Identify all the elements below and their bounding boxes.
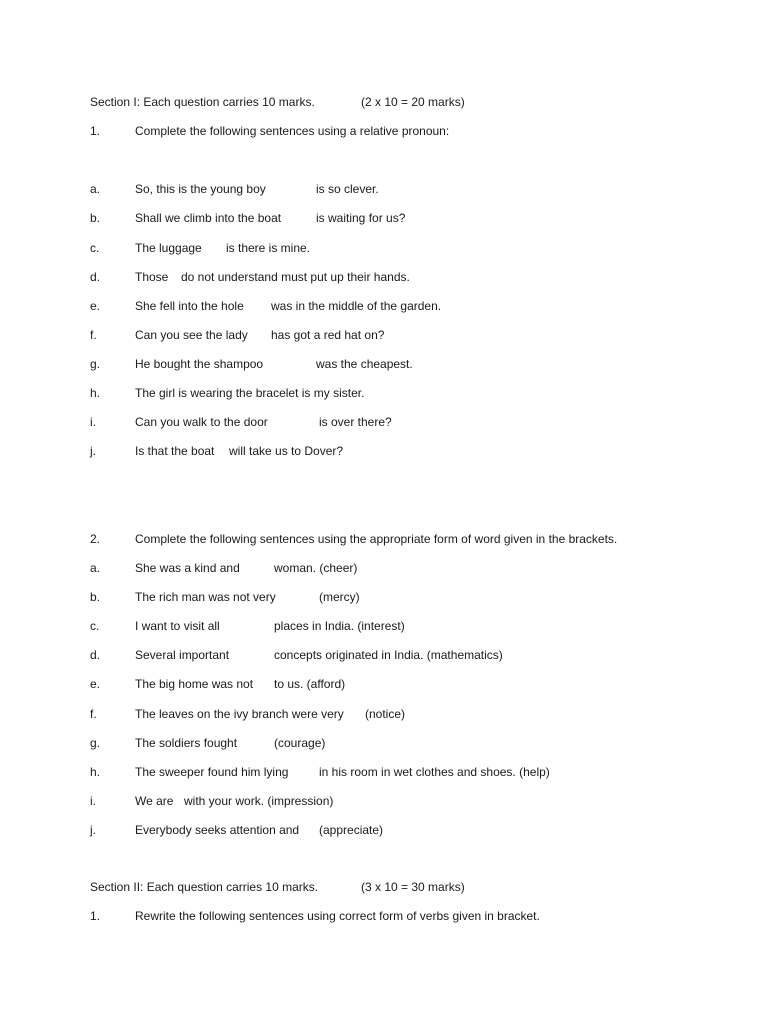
item-marker: j. [90, 823, 96, 837]
item-text-after-blank: was in the middle of the garden. [271, 299, 442, 313]
question-instruction: Complete the following sentences using the appropriate form of word given in the brackets. [135, 532, 618, 546]
item-marker: a. [90, 561, 101, 575]
section-2-marks: (3 x 10 = 30 marks) [361, 880, 465, 894]
section-2-title: Section II: Each question carries 10 marks. [90, 880, 319, 894]
item-text-after-blank: was the cheapest. [316, 357, 413, 371]
item-marker: f. [90, 707, 97, 721]
item-marker: i. [90, 794, 96, 808]
item-marker: h. [90, 386, 101, 400]
item-text-before-blank: The leaves on the ivy branch were very [135, 707, 344, 721]
item-text-after-blank: woman. (cheer) [274, 561, 358, 575]
item-text-after-blank: (courage) [274, 736, 326, 750]
item-text-before-blank: Several important [135, 648, 230, 662]
item-text-after-blank: do not understand must put up their hands. [181, 270, 410, 284]
section-1-marks: (2 x 10 = 20 marks) [361, 95, 465, 109]
item-text-after-blank: (notice) [365, 707, 406, 721]
item-text-before-blank: I want to visit all [135, 619, 220, 633]
item-marker: b. [90, 590, 101, 604]
item-marker: a. [90, 182, 101, 196]
item-marker: c. [90, 619, 100, 633]
item-marker: i. [90, 415, 96, 429]
item-marker: g. [90, 736, 101, 750]
item-marker: e. [90, 677, 101, 691]
item-text-after-blank: (appreciate) [319, 823, 384, 837]
question-number: 2. [90, 532, 101, 546]
item-text-before-blank: The luggage [135, 241, 202, 255]
section-1-title: Section I: Each question carries 10 marks. [90, 95, 315, 109]
item-marker: c. [90, 241, 100, 255]
item-text-after-blank: in his room in wet clothes and shoes. (help) [319, 765, 550, 779]
item-marker: j. [90, 444, 96, 458]
item-text-after-blank: is waiting for us? [316, 211, 406, 225]
item-text-before-blank: Can you see the lady [135, 328, 248, 342]
item-text-after-blank: is over there? [319, 415, 392, 429]
item-text-before-blank: The girl is wearing the bracelet is my sister. [135, 386, 365, 400]
item-text-before-blank: Shall we climb into the boat [135, 211, 282, 225]
item-text-after-blank: is there is mine. [226, 241, 311, 255]
item-text-before-blank: Everybody seeks attention and [135, 823, 300, 837]
item-text-before-blank: Can you walk to the door [135, 415, 268, 429]
item-text-before-blank: Is that the boat [135, 444, 215, 458]
item-text-after-blank: is so clever. [316, 182, 379, 196]
question-number: 1. [90, 909, 101, 923]
item-text-before-blank: The sweeper found him lying [135, 765, 289, 779]
item-text-before-blank: Those [135, 270, 169, 284]
item-text-before-blank: The rich man was not very [135, 590, 276, 604]
item-marker: f. [90, 328, 97, 342]
item-text-after-blank: places in India. (interest) [274, 619, 405, 633]
item-text-after-blank: concepts originated in India. (mathematics) [274, 648, 503, 662]
item-marker: g. [90, 357, 101, 371]
question-instruction: Rewrite the following sentences using correct form of verbs given in bracket. [135, 909, 540, 923]
item-text-after-blank: (mercy) [319, 590, 360, 604]
item-text-before-blank: The big home was not [135, 677, 254, 691]
item-marker: b. [90, 211, 101, 225]
question-instruction: Complete the following sentences using a relative pronoun: [135, 124, 450, 138]
item-text-after-blank: will take us to Dover? [229, 444, 344, 458]
item-text-before-blank: She was a kind and [135, 561, 240, 575]
item-text-after-blank: to us. (afford) [274, 677, 346, 691]
item-text-before-blank: He bought the shampoo [135, 357, 264, 371]
item-text-after-blank: with your work. (impression) [184, 794, 334, 808]
item-text-before-blank: The soldiers fought [135, 736, 238, 750]
item-marker: d. [90, 648, 101, 662]
item-text-before-blank: She fell into the hole [135, 299, 244, 313]
item-marker: e. [90, 299, 101, 313]
item-marker: h. [90, 765, 101, 779]
question-number: 1. [90, 124, 101, 138]
item-text-before-blank: So, this is the young boy [135, 182, 266, 196]
item-text-before-blank: We are [135, 794, 174, 808]
item-marker: d. [90, 270, 101, 284]
item-text-after-blank: has got a red hat on? [271, 328, 385, 342]
